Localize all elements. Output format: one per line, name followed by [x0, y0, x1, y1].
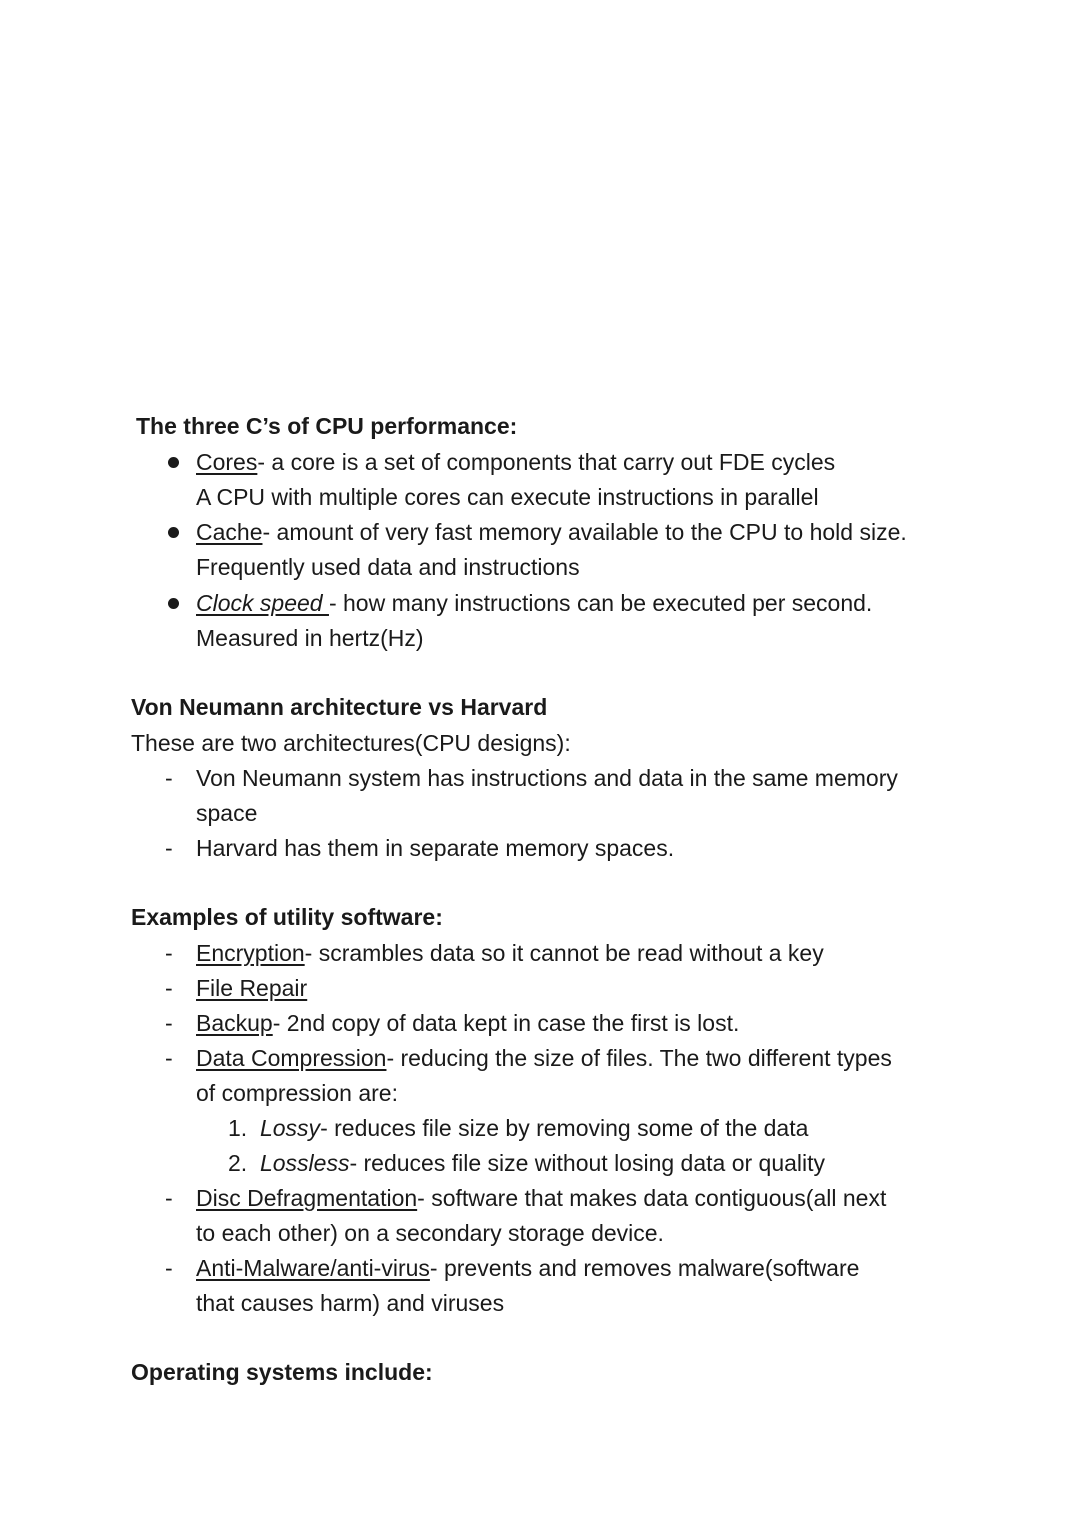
list-item-backup	[196, 1006, 739, 1041]
list-item-von-neumann: Von Neumann system has instructions and data in the same memory	[196, 765, 898, 791]
def-cache: - amount of very fast memory available to the CPU to hold size.	[262, 519, 907, 545]
def-data-compression: - reducing the size of files. The two different types	[386, 1045, 892, 1071]
list-item-disc-defragmentation	[196, 1181, 886, 1216]
def-clock-speed: - how many instructions can be executed per second.	[328, 590, 873, 616]
bullet-icon	[168, 527, 179, 538]
list-item-continuation: of compression are:	[196, 1080, 398, 1106]
utility-software-heading: Examples of utility software:	[131, 904, 443, 930]
architecture-intro: These are two architectures(CPU designs):	[131, 730, 571, 756]
def-backup: - 2nd copy of data kept in case the first is lost.	[272, 1010, 740, 1036]
term-cache: Cache	[196, 519, 263, 545]
list-item-continuation: Measured in hertz(Hz)	[196, 625, 424, 651]
architecture-heading: Von Neumann architecture vs Harvard	[131, 694, 548, 720]
list-item-anti-malware	[196, 1251, 859, 1286]
list-item-encryption	[196, 936, 824, 971]
bullet-icon	[168, 457, 179, 468]
dash-marker: -	[165, 1255, 173, 1281]
dash-marker: -	[165, 1010, 173, 1036]
dash-marker: -	[165, 975, 173, 1001]
term-anti-malware: Anti-Malware/anti-virus	[196, 1255, 430, 1281]
def-disc-defragmentation: - software that makes data contiguous(all next	[417, 1185, 887, 1211]
term-backup: Backup	[196, 1010, 273, 1036]
operating-systems-heading: Operating systems include:	[131, 1359, 433, 1385]
term-lossy: Lossy	[259, 1115, 321, 1141]
list-item-continuation: A CPU with multiple cores can execute instructions in parallel	[196, 484, 819, 510]
list-item-file-repair	[196, 971, 307, 1006]
list-item-harvard: Harvard has them in separate memory spaces.	[196, 835, 675, 861]
bullet-icon	[168, 598, 179, 609]
dash-marker: -	[165, 1045, 173, 1071]
dash-marker: -	[165, 1185, 173, 1211]
list-item-continuation: Frequently used data and instructions	[196, 554, 580, 580]
list-item-cache	[196, 515, 907, 550]
def-encryption: - scrambles data so it cannot be read without a key	[304, 940, 824, 966]
term-file-repair: File Repair	[196, 975, 308, 1001]
def-anti-malware: - prevents and removes malware(software	[429, 1255, 860, 1281]
term-disc-defragmentation: Disc Defragmentation	[196, 1185, 418, 1211]
list-item-continuation: space	[196, 800, 258, 826]
dash-marker: -	[165, 940, 173, 966]
term-data-compression: Data Compression	[196, 1045, 387, 1071]
term-cores: Cores	[196, 449, 258, 475]
sublist-number: 2.	[228, 1150, 248, 1176]
sublist-item-lossy	[228, 1111, 808, 1146]
term-clock-speed: Clock speed	[196, 590, 329, 616]
list-item-continuation: that causes harm) and viruses	[196, 1290, 505, 1316]
sublist-number: 1.	[228, 1115, 248, 1141]
list-item-continuation: to each other) on a secondary storage device.	[196, 1220, 664, 1246]
dash-marker: -	[165, 765, 173, 791]
cpu-performance-heading: The three C’s of CPU performance:	[136, 413, 518, 439]
list-item-cores	[196, 445, 835, 480]
list-item-data-compression	[196, 1041, 892, 1076]
def-cores: - a core is a set of components that carry out FDE cycles	[257, 449, 836, 475]
sublist-item-lossless	[228, 1146, 825, 1181]
list-item-clock-speed	[196, 586, 872, 621]
def-lossy: - reduces file size by removing some of the data	[320, 1115, 809, 1141]
term-lossless: Lossless	[259, 1150, 350, 1176]
dash-marker: -	[165, 835, 173, 861]
def-lossless: - reduces file size without losing data or quality	[349, 1150, 826, 1176]
term-encryption: Encryption	[196, 940, 305, 966]
